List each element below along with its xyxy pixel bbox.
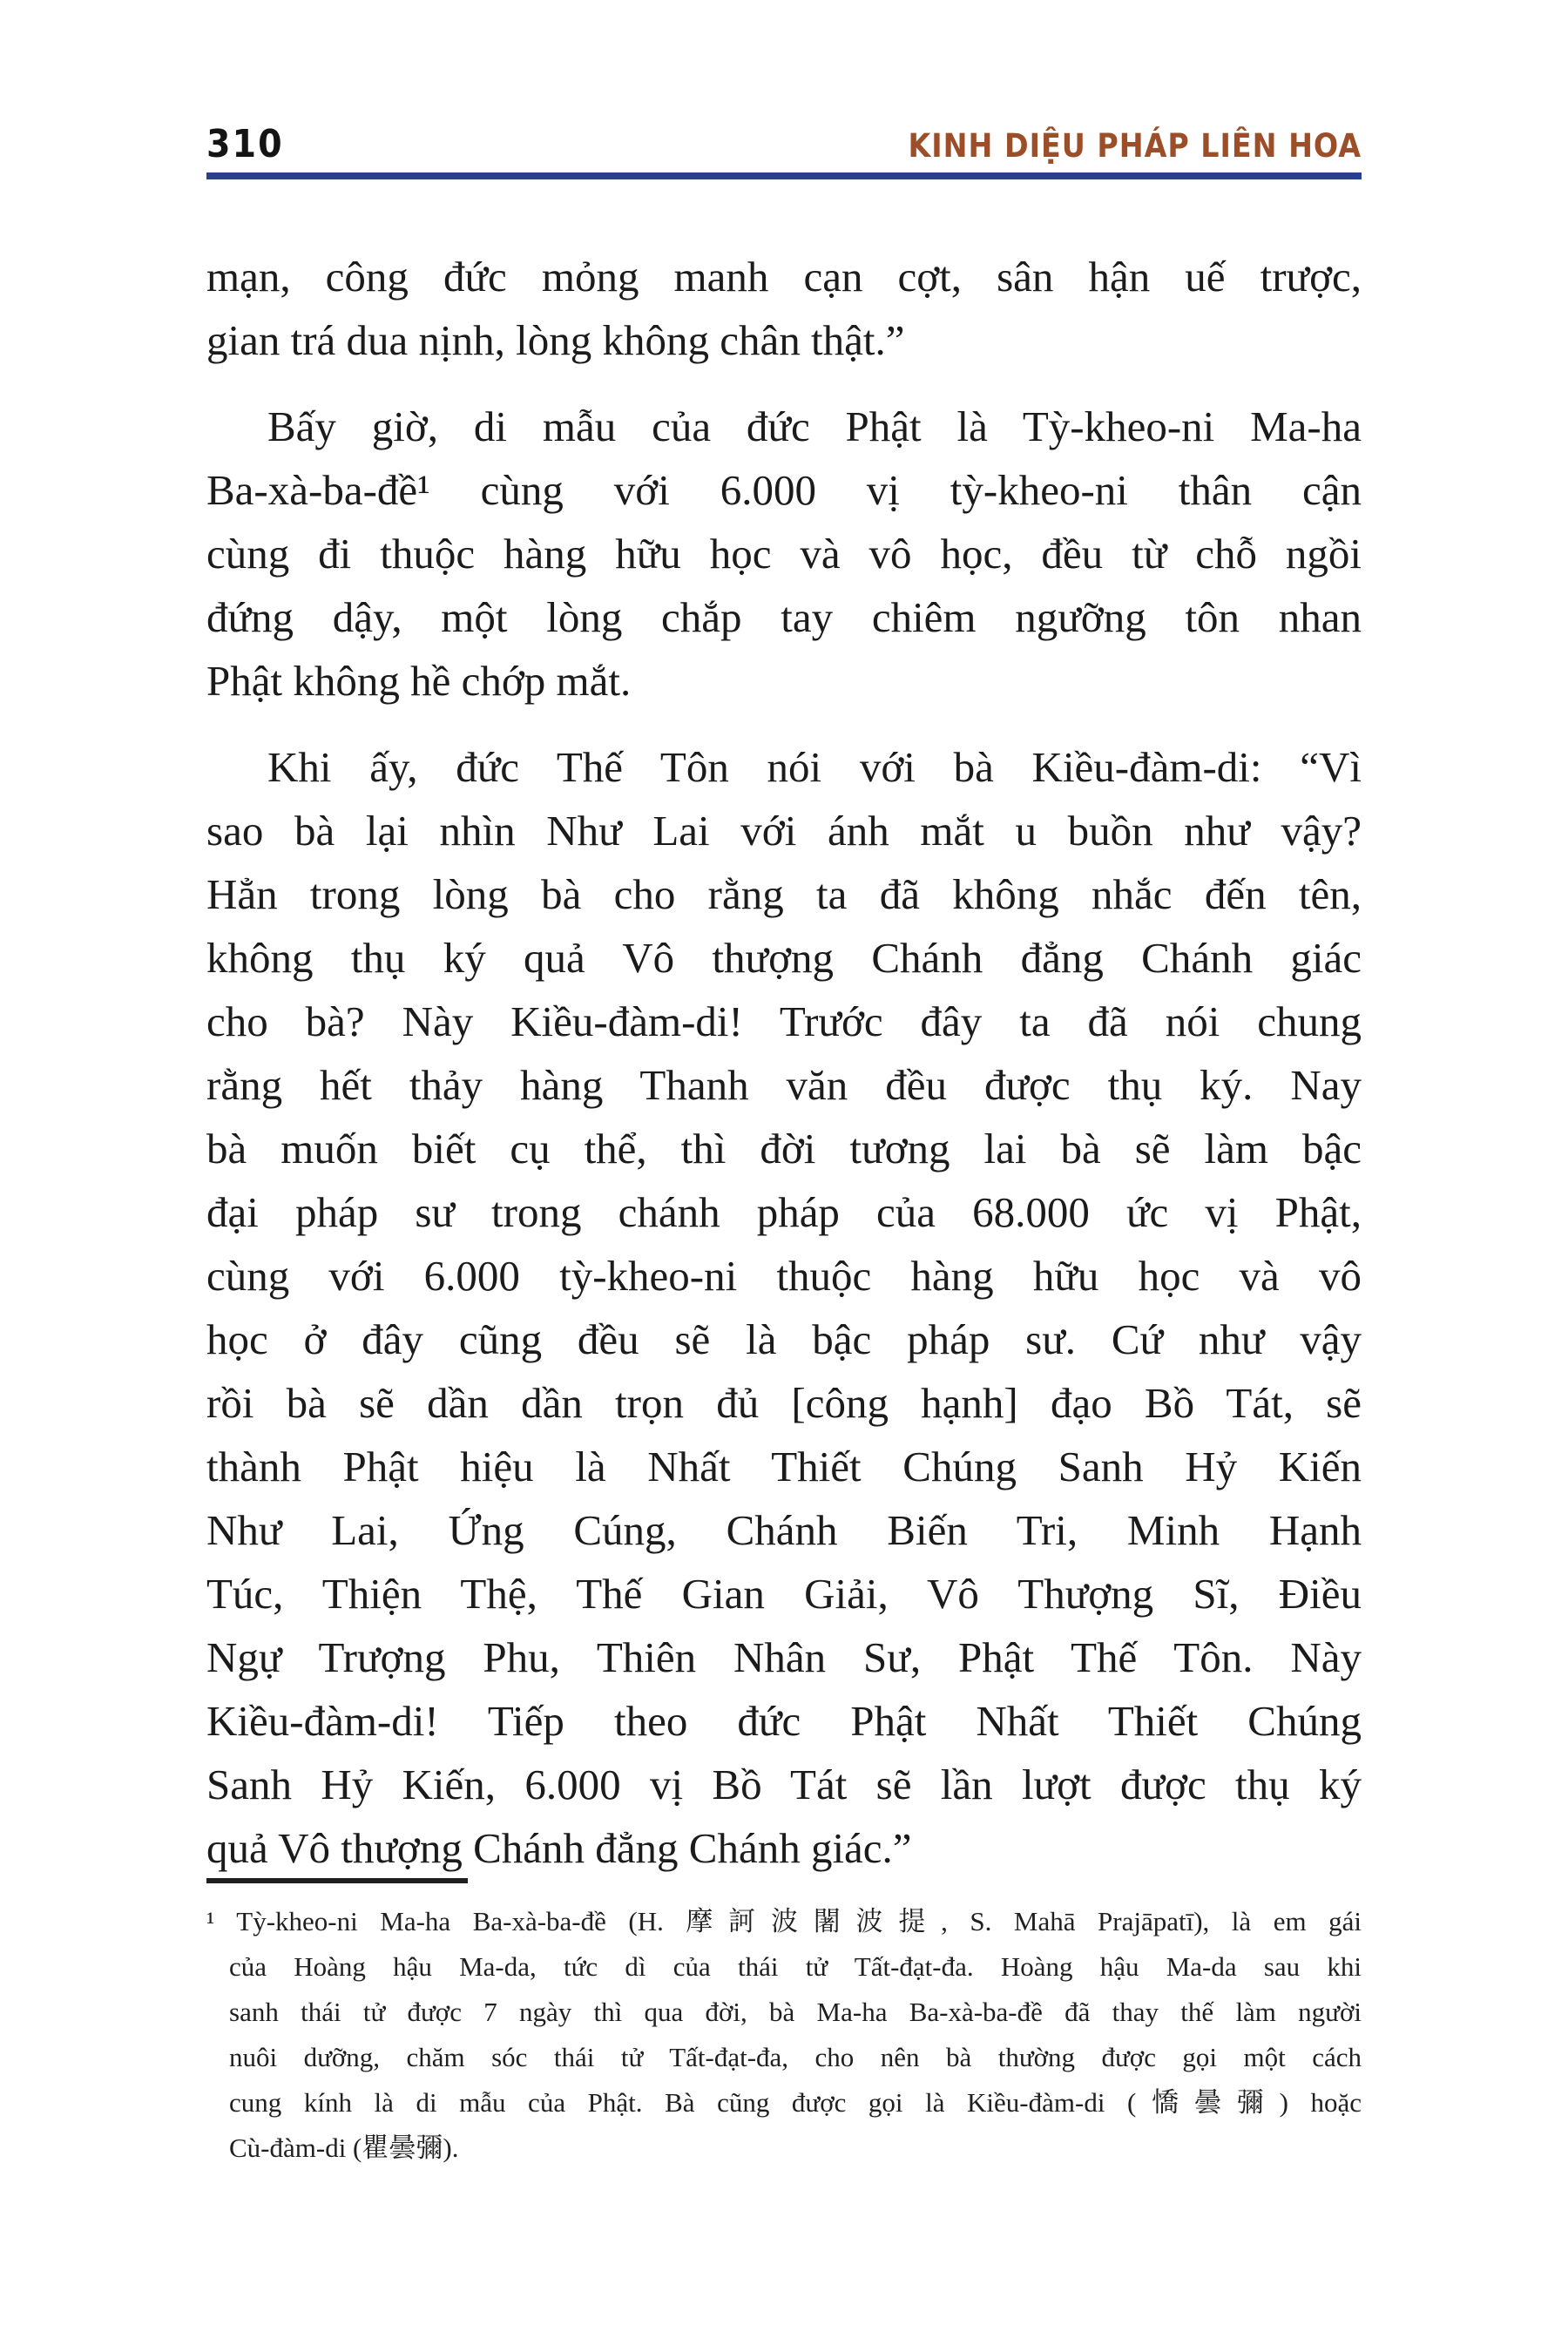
body-line: học ở đây cũng đều sẽ là bậc pháp sư. Cứ như vậy (206, 1315, 1362, 1363)
body-paragraph (206, 735, 1362, 1880)
footnote-line: ¹ Tỳ-kheo-ni Ma-ha Ba-xà-ba-đề (H. 摩訶波闍波提, S. Mahā Prajāpatī), là em gái (206, 1906, 1362, 1936)
body-line: Hẳn trong lòng bà cho rằng ta đã không nhắc đến tên, (206, 870, 1362, 918)
body-line: thành Phật hiệu là Nhất Thiết Chúng Sanh Hỷ Kiến (206, 1443, 1362, 1490)
footnote-line: sanh thái tử được 7 ngày thì qua đời, bà Ma-ha Ba-xà-ba-đề đã thay thế làm người (229, 1997, 1362, 2027)
running-header (206, 122, 1362, 166)
running-header-title: KINH DIỆU PHÁP LIÊN HOA (908, 127, 1362, 165)
footnote-line: Cù-đàm-di (瞿曇彌). (229, 2132, 459, 2163)
body-line: đứng dậy, một lòng chắp tay chiêm ngưỡng tôn nhan (206, 593, 1362, 641)
footnote-line: của Hoàng hậu Ma-da, tức dì của thái tử Tất-đạt-đa. Hoàng hậu Ma-da sau khi (229, 1951, 1362, 1982)
body-line: Khi ấy, đức Thế Tôn nói với bà Kiều-đàm-di: “Vì (267, 743, 1362, 791)
body-line: Bấy giờ, di mẫu của đức Phật là Tỳ-kheo-ni Ma-ha (267, 402, 1362, 450)
footnote (206, 1899, 1362, 2171)
body-line: sao bà lại nhìn Như Lai với ánh mắt u buồn như vậy? (206, 807, 1362, 855)
body-line: cùng với 6.000 tỳ-kheo-ni thuộc hàng hữu học và vô (206, 1252, 1362, 1300)
body-line: bà muốn biết cụ thể, thì đời tương lai bà sẽ làm bậc (206, 1125, 1362, 1173)
body-line: gian trá dua nịnh, lòng không chân thật.” (206, 316, 905, 364)
body-line: cho bà? Này Kiều-đàm-di! Trước đây ta đã nói chung (206, 997, 1362, 1045)
body-line: đại pháp sư trong chánh pháp của 68.000 ức vị Phật, (206, 1188, 1362, 1236)
body-line: rằng hết thảy hàng Thanh văn đều được thụ ký. Nay (206, 1061, 1362, 1109)
body-paragraph (206, 395, 1362, 713)
body-line: Sanh Hỷ Kiến, 6.000 vị Bồ Tát sẽ lần lượt được thụ ký (206, 1761, 1362, 1808)
body-line: Kiều-đàm-di! Tiếp theo đức Phật Nhất Thiết Chúng (206, 1697, 1362, 1745)
body-line: Ba-xà-ba-đề¹ cùng với 6.000 vị tỳ-kheo-ni thân cận (206, 466, 1362, 514)
body-line: cùng đi thuộc hàng hữu học và vô học, đều từ chỗ ngồi (206, 530, 1362, 578)
page-number: 310 (206, 122, 284, 166)
body-line: mạn, công đức mỏng manh cạn cợt, sân hận uế trược, (206, 253, 1362, 301)
footnote-line: nuôi dưỡng, chăm sóc thái tử Tất-đạt-đa, cho nên bà thường được gọi một cách (229, 2042, 1362, 2072)
body-text (206, 245, 1362, 1880)
body-line: rồi bà sẽ dần dần trọn đủ [công hạnh] đạo Bồ Tát, sẽ (206, 1379, 1362, 1427)
footnote-separator (206, 1878, 468, 1883)
body-line: Túc, Thiện Thệ, Thế Gian Giải, Vô Thượng Sĩ, Điều (206, 1570, 1362, 1618)
body-paragraph (206, 245, 1362, 372)
header-rule (206, 172, 1362, 179)
body-line: Ngự Trượng Phu, Thiên Nhân Sư, Phật Thế Tôn. Này (206, 1633, 1362, 1681)
body-line: không thụ ký quả Vô thượng Chánh đẳng Chánh giác (206, 934, 1362, 982)
footnote-line: cung kính là di mẫu của Phật. Bà cũng được gọi là Kiều-đàm-di (憍曇彌) hoặc (229, 2087, 1362, 2118)
body-line: Như Lai, Ứng Cúng, Chánh Biến Tri, Minh Hạnh (206, 1506, 1362, 1554)
body-line: Phật không hề chớp mắt. (206, 657, 632, 705)
body-line: quả Vô thượng Chánh đẳng Chánh giác.” (206, 1824, 912, 1872)
